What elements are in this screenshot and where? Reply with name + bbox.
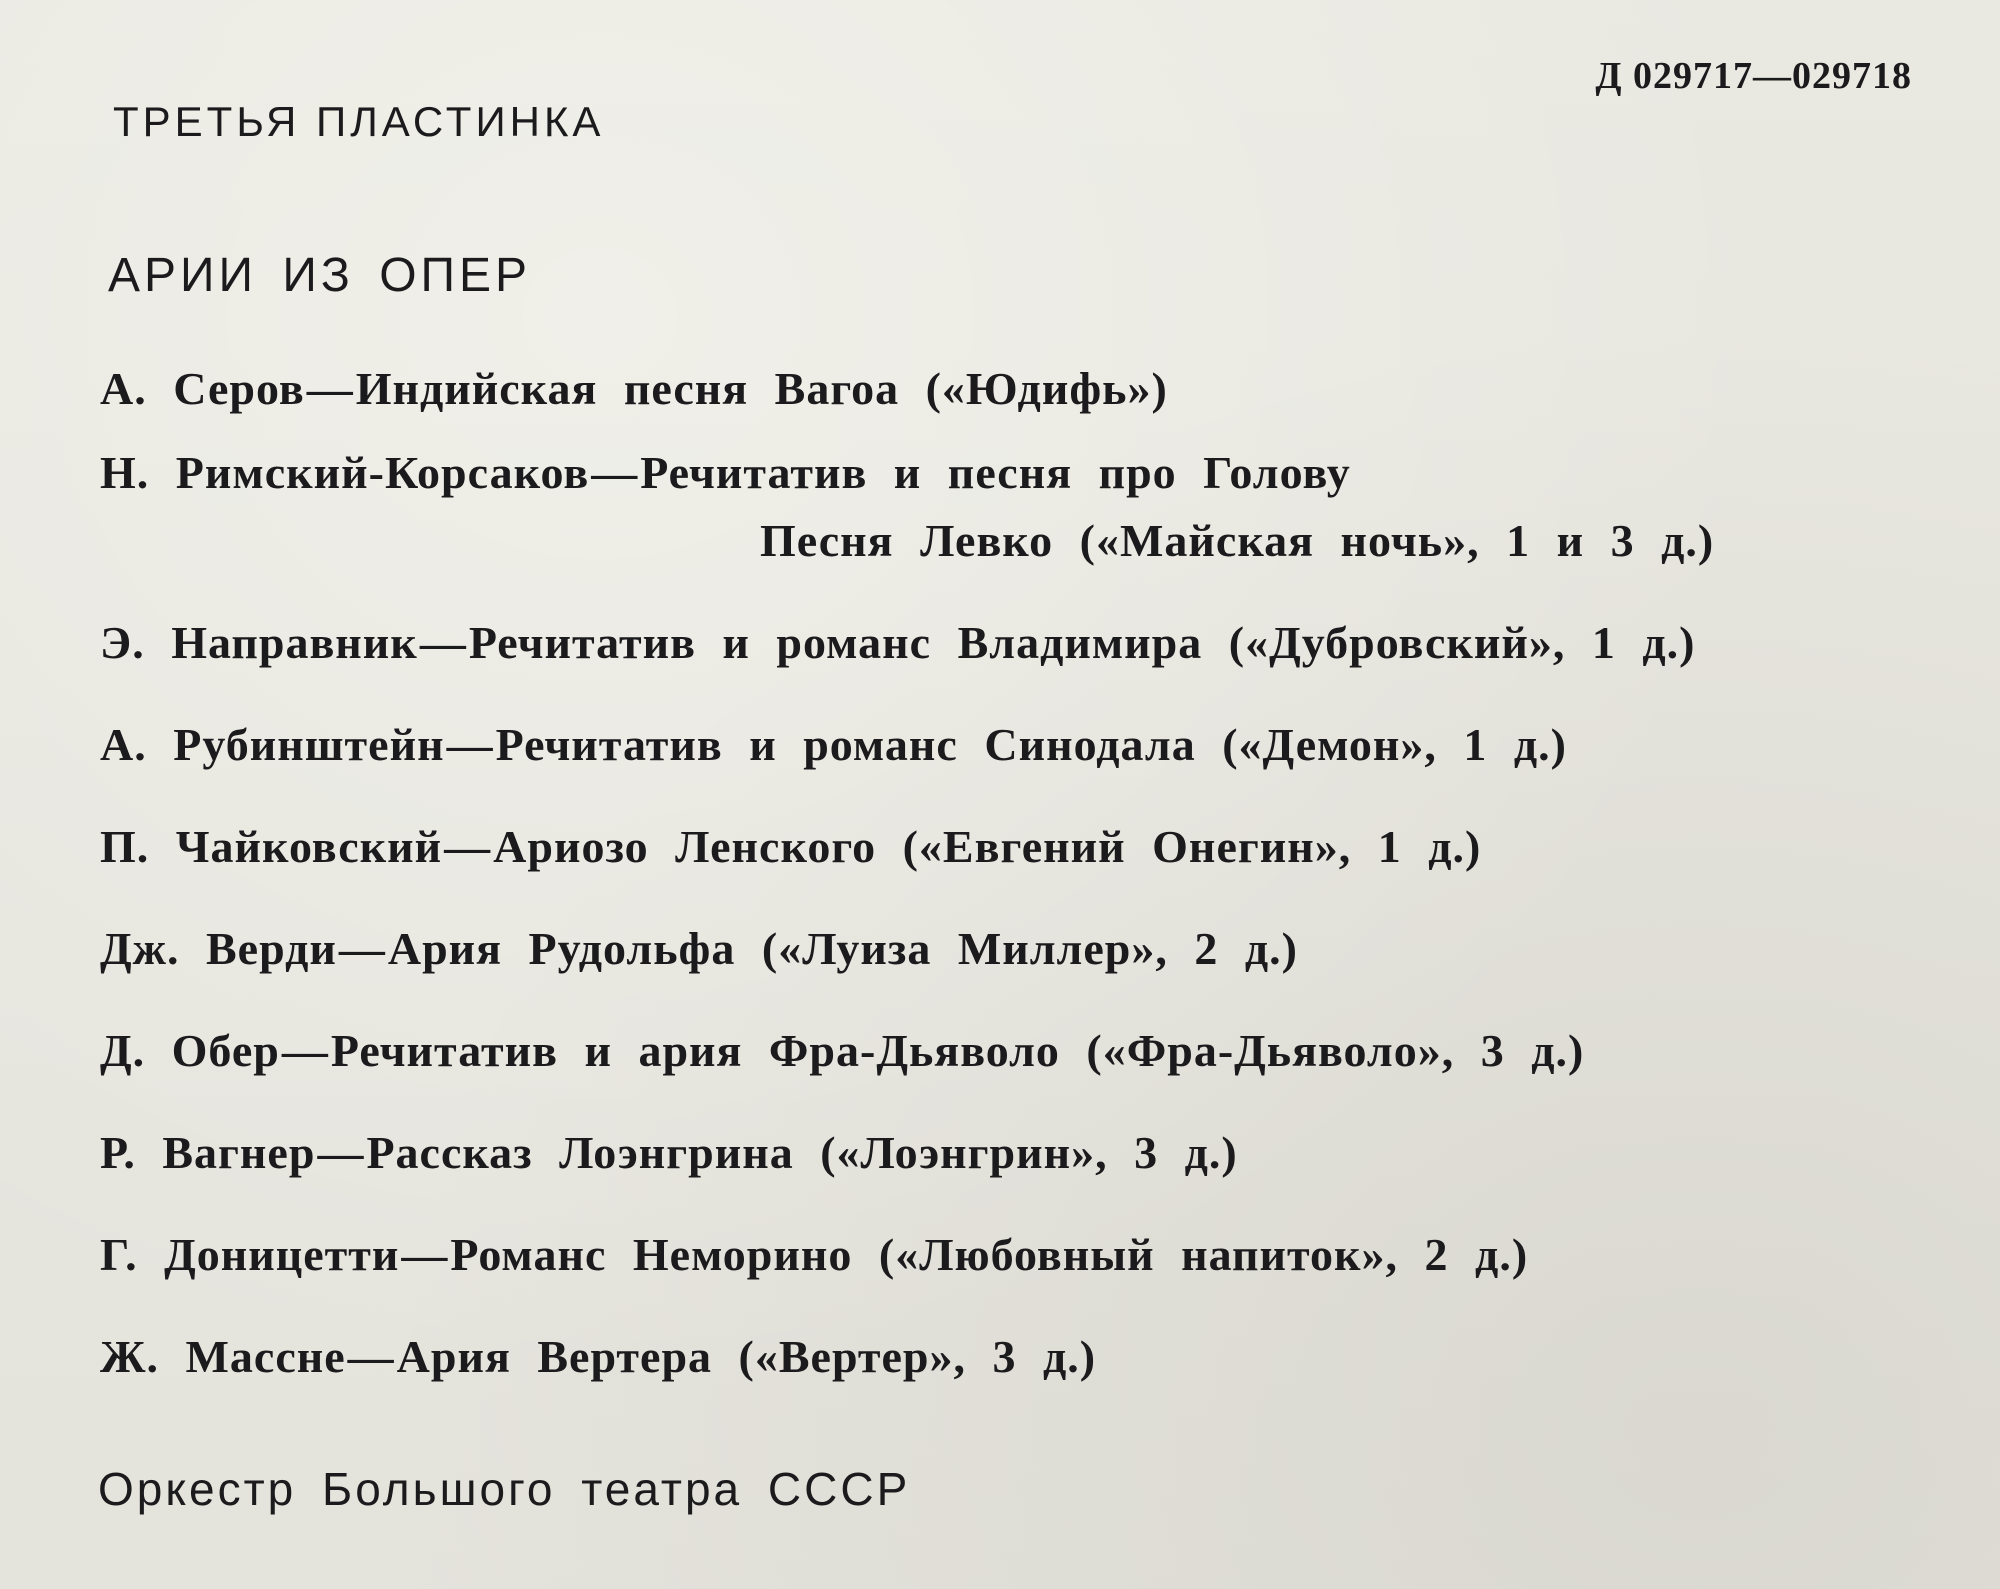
track-title: Речитатив и песня про Голову <box>640 447 1351 498</box>
track-title: Речитатив и ария Фра-Дьяволо («Фра-Дьяволо», 3 д.) <box>330 1025 1585 1076</box>
track-dash: — <box>317 1127 365 1178</box>
track-dash: — <box>347 1331 395 1382</box>
track-title: Рассказ Лоэнгрина («Лоэнгрин», 3 д.) <box>366 1127 1238 1178</box>
track-composer: Н. Римский-Корсаков <box>100 447 590 498</box>
track-composer: Г. Доницетти <box>100 1229 400 1280</box>
track-title: Речитатив и романс Владимира («Дубровский», 1 д.) <box>468 617 1696 668</box>
track-composer: Р. Вагнер <box>100 1127 316 1178</box>
track-item <box>100 820 1481 873</box>
track-composer: П. Чайковский <box>100 821 443 872</box>
track-item <box>100 616 1695 669</box>
track-dash: — <box>281 1025 329 1076</box>
section-title: АРИИ ИЗ ОПЕР <box>108 249 532 302</box>
track-item <box>100 446 1351 499</box>
track-title: Романс Неморино («Любовный напиток», 2 д.) <box>450 1229 1529 1280</box>
track-title: Ариозо Ленского («Евгений Онегин», 1 д.) <box>493 821 1482 872</box>
track-dash: — <box>401 1229 449 1280</box>
record-label: ТРЕТЬЯ ПЛАСТИНКА <box>113 98 605 145</box>
track-composer: Д. Обер <box>100 1025 280 1076</box>
track-composer: Э. Направник <box>100 617 418 668</box>
track-dash: — <box>306 363 354 414</box>
track-item <box>100 1330 1096 1383</box>
track-item <box>100 1126 1238 1179</box>
track-composer: А. Рубинштейн <box>100 719 445 770</box>
track-dash: — <box>419 617 467 668</box>
track-dash: — <box>444 821 492 872</box>
track-item <box>100 362 1168 415</box>
track-composer: Дж. Верди <box>100 923 337 974</box>
track-composer: Ж. Массне <box>100 1331 346 1382</box>
track-item <box>100 1228 1528 1281</box>
track-title-continuation: Песня Левко («Майская ночь», 1 и 3 д.) <box>760 515 1715 566</box>
track-dash: — <box>338 923 386 974</box>
catalog-number: Д 029717—029718 <box>1595 55 1912 97</box>
track-title: Индийская песня Вагоа («Юдифь») <box>355 363 1168 414</box>
track-item <box>100 718 1567 771</box>
track-composer: А. Серов <box>100 363 305 414</box>
track-dash: — <box>591 447 639 498</box>
track-dash: — <box>446 719 494 770</box>
orchestra-credit: Оркестр Большого театра СССР <box>98 1463 911 1515</box>
track-title: Ария Вертера («Вертер», 3 д.) <box>396 1331 1097 1382</box>
track-item <box>100 1024 1584 1077</box>
track-item <box>100 922 1298 975</box>
track-title: Речитатив и романс Синодала («Демон», 1 д.) <box>495 719 1567 770</box>
track-title: Ария Рудольфа («Луиза Миллер», 2 д.) <box>387 923 1298 974</box>
